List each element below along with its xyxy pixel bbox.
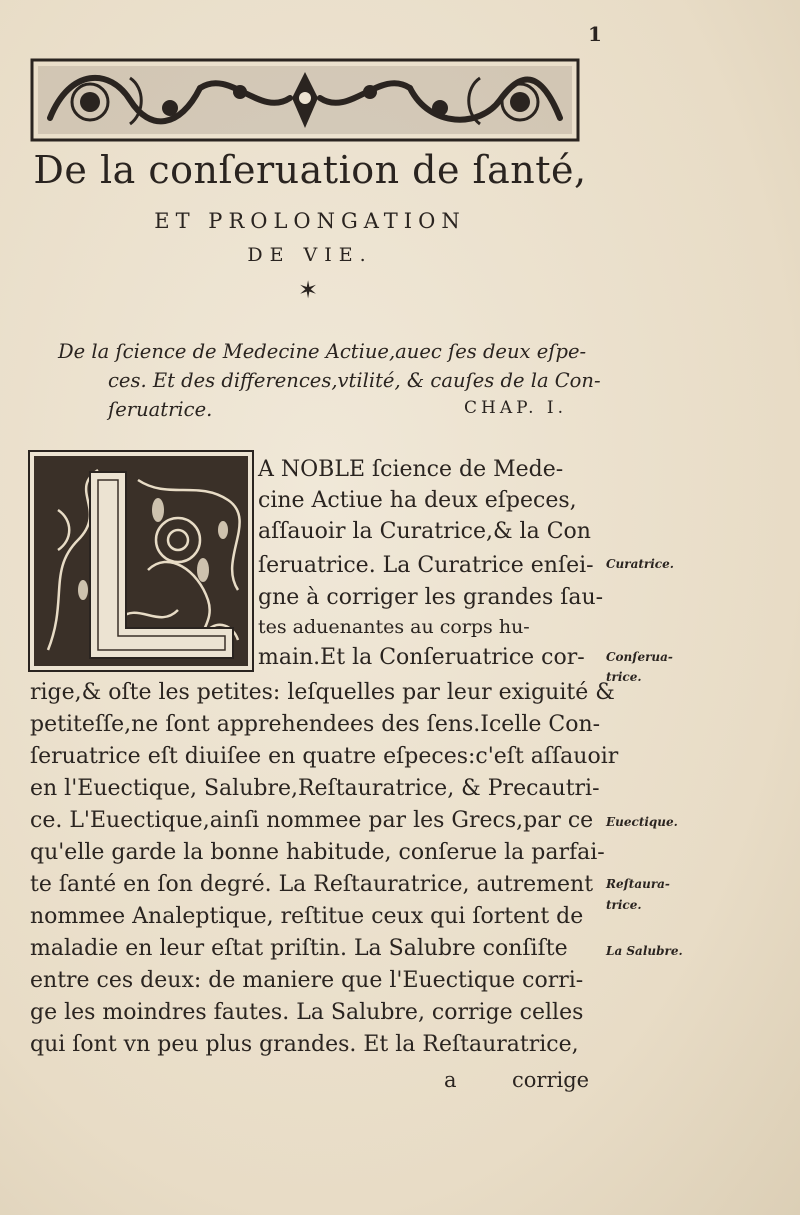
body-line: aſſauoir la Curatrice,& la Con xyxy=(258,519,591,544)
chapter-heading-line: ſeruatrice. xyxy=(108,398,213,421)
body-line: ſeruatrice eſt diuiſee en quatre eſpeces:c'eſt aſſauoir xyxy=(30,744,619,769)
body-line: entre ces deux: de maniere que l'Euectique corri- xyxy=(30,968,584,993)
margin-note: trice. xyxy=(606,670,642,684)
margin-note: Reſtaura- xyxy=(606,877,670,891)
margin-note: trice. xyxy=(606,898,642,912)
chapter-heading-line: ces. Et des differences,vtilité, & cauſes de la Con- xyxy=(108,369,601,392)
margin-note: Conſerua- xyxy=(606,650,673,664)
book-subtitle-line-2: DE VIE. xyxy=(247,244,373,266)
body-line: qu'elle garde la bonne habitude, conſerue la parfai- xyxy=(30,840,605,865)
book-subtitle-line-1: ET PROLONGATION xyxy=(154,209,466,233)
margin-note: Curatrice. xyxy=(606,557,674,571)
book-title: De la conſeruation de ſanté, xyxy=(33,148,587,192)
body-line: te ſanté en ſon degré. La Reſtauratrice, autrement xyxy=(30,872,594,897)
body-line: ge les moindres fautes. La Salubre, corrige celles xyxy=(30,1000,584,1025)
body-line: en l'Euectique, Salubre,Reſtauratrice, & Precautri- xyxy=(30,776,600,801)
body-line: maladie en leur eſtat priſtin. La Salubre conſiſte xyxy=(30,936,568,961)
body-line: tes aduenantes au corps hu- xyxy=(258,616,530,638)
signature-mark: a xyxy=(444,1068,457,1092)
decorative-headpiece xyxy=(30,58,580,142)
body-line: nommee Analeptique, reſtitue ceux qui ſortent de xyxy=(30,904,584,929)
star-ornament: ✶ xyxy=(298,276,319,304)
body-line: ſeruatrice. La Curatrice enſei- xyxy=(258,553,594,578)
body-line: ce. L'Euectique,ainſi nommee par les Grecs,par ce xyxy=(30,808,594,833)
body-line: cine Actiue ha deux eſpeces, xyxy=(258,488,577,513)
body-line: petiteſſe,ne ſont apprehendees des ſens.Icelle Con- xyxy=(30,712,601,737)
body-line: A NOBLE ſcience de Mede- xyxy=(258,457,564,482)
decorated-initial-L xyxy=(28,450,254,672)
body-line: qui ſont vn peu plus grandes. Et la Reſtauratrice, xyxy=(30,1032,579,1057)
margin-note: La Salubre. xyxy=(606,944,683,958)
margin-note: Euectique. xyxy=(606,815,678,829)
body-line: main.Et la Conſeruatrice cor- xyxy=(258,645,585,670)
chapter-heading-line: De la ſcience de Medecine Actiue,auec ſes deux eſpe- xyxy=(58,340,587,363)
page-number: 1 xyxy=(588,22,602,46)
body-line: gne à corriger les grandes ſau- xyxy=(258,585,604,610)
catchword: corrige xyxy=(512,1068,590,1092)
body-line: rige,& oſte les petites: leſquelles par leur exiguité & xyxy=(30,680,615,705)
chapter-number: CHAP. I. xyxy=(464,398,568,418)
